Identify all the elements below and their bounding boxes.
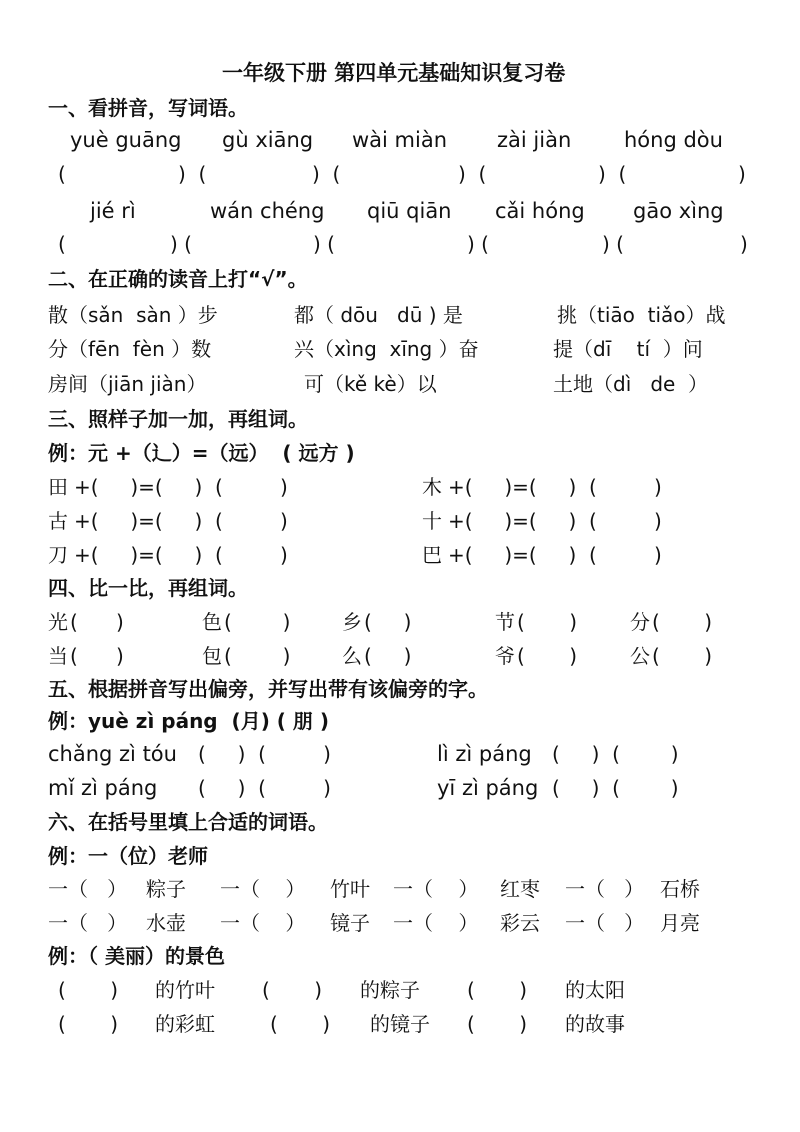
- answer-blank[interactable]: 一（ ）: [220, 911, 306, 935]
- pronunciation-item[interactable]: 都（ dōu dū ) 是: [294, 303, 463, 327]
- addition-blanks[interactable]: +( )=( ) ( ): [74, 509, 288, 533]
- pronunciation-item[interactable]: 兴（xìng xīng ）奋: [294, 337, 479, 361]
- pronunciation-item[interactable]: 土地（dì de ）: [553, 372, 709, 396]
- answer-blank[interactable]: ( ): [517, 644, 578, 668]
- char-item: 田: [48, 475, 68, 499]
- answer-blank[interactable]: ( ): [652, 610, 713, 634]
- pinyin-item: wài miàn: [352, 128, 448, 152]
- addition-blanks[interactable]: +( )=( ) ( ): [448, 543, 662, 567]
- char-item: 色: [202, 610, 222, 634]
- pinyin-item: hóng dòu: [624, 128, 723, 152]
- word-item: 石桥: [660, 877, 700, 901]
- char-item: 节: [495, 610, 515, 634]
- answer-blank[interactable]: (: [58, 232, 66, 256]
- addition-blanks[interactable]: +( )=( ) ( ): [74, 543, 288, 567]
- section-5-heading: 五、根据拼音写出偏旁，并写出带有该偏旁的字。: [48, 677, 488, 701]
- char-item: 古: [48, 509, 68, 533]
- example-line: 例：元 +（辶）=（远） ( 远方 ): [48, 441, 355, 465]
- pinyin-item: mǐ zì páng: [48, 776, 158, 800]
- answer-blank[interactable]: (: [58, 162, 66, 186]
- pinyin-item: wán chéng: [210, 199, 325, 223]
- pinyin-item: jié rì: [90, 199, 136, 223]
- char-item: 木: [422, 475, 442, 499]
- pronunciation-item[interactable]: 挑（tiāo tiǎo）战: [557, 303, 726, 327]
- answer-blank[interactable]: ) (: [170, 232, 192, 256]
- section-6-heading: 六、在括号里填上合适的词语。: [48, 810, 328, 834]
- pinyin-item: yī zì páng: [437, 776, 539, 800]
- answer-blank[interactable]: ) (: [312, 162, 341, 186]
- section-1-heading: 一、看拼音，写词语。: [48, 96, 248, 120]
- char-item: 么: [342, 644, 362, 668]
- word-item: 的竹叶: [155, 978, 215, 1002]
- answer-blank[interactable]: ( ): [224, 644, 291, 668]
- answer-blank[interactable]: ) (: [313, 232, 335, 256]
- word-item: 的彩虹: [155, 1012, 215, 1036]
- char-item: 当: [48, 644, 68, 668]
- word-item: 竹叶: [330, 877, 370, 901]
- answer-blank[interactable]: ( ): [467, 1012, 528, 1036]
- word-item: 的太阳: [565, 978, 625, 1002]
- answer-blank[interactable]: ) (: [178, 162, 207, 186]
- word-item: 的粽子: [360, 978, 420, 1002]
- pinyin-item: yuè guāng: [70, 128, 182, 152]
- answer-blank[interactable]: 一（ ）: [565, 911, 645, 935]
- section-2-heading: 二、在正确的读音上打“√”。: [48, 267, 308, 291]
- answer-blank[interactable]: 一（ ）: [393, 877, 479, 901]
- pinyin-item: gāo xìng: [633, 199, 724, 223]
- pinyin-item: lì zì páng: [437, 742, 532, 766]
- answer-blank[interactable]: ( ): [270, 1012, 331, 1036]
- word-item: 彩云: [500, 911, 540, 935]
- page-title: 一年级下册 第四单元基础知识复习卷: [222, 61, 566, 85]
- char-item: 公: [630, 644, 650, 668]
- char-item: 乡: [342, 610, 362, 634]
- word-item: 粽子: [146, 877, 186, 901]
- pronunciation-item[interactable]: 提（dī tí ）问: [553, 337, 703, 361]
- pronunciation-item[interactable]: 房间（jiān jiàn）: [48, 372, 207, 396]
- answer-blank[interactable]: 一（ ）: [48, 877, 128, 901]
- addition-blanks[interactable]: +( )=( ) ( ): [448, 509, 662, 533]
- addition-blanks[interactable]: +( )=( ) ( ): [448, 475, 662, 499]
- answer-blank[interactable]: ( ) ( ): [552, 776, 679, 800]
- answer-blank[interactable]: ( ): [262, 978, 323, 1002]
- answer-blank[interactable]: 一（ ）: [393, 911, 479, 935]
- char-item: 刀: [48, 543, 68, 567]
- pronunciation-item[interactable]: 散（sǎn sàn ）步: [48, 303, 218, 327]
- char-item: 分: [630, 610, 650, 634]
- pinyin-item: qiū qiān: [367, 199, 452, 223]
- word-item: 月亮: [660, 911, 700, 935]
- answer-blank[interactable]: ( ): [58, 978, 119, 1002]
- answer-blank[interactable]: ) (: [598, 162, 627, 186]
- char-item: 光: [48, 610, 68, 634]
- answer-blank[interactable]: ( ) ( ): [552, 742, 679, 766]
- example-line: 例：yuè zì páng (月) ( 朋 ): [48, 709, 330, 733]
- answer-blank[interactable]: ( ): [70, 610, 124, 634]
- answer-blank[interactable]: ) (: [458, 162, 487, 186]
- answer-blank[interactable]: ( ): [224, 610, 291, 634]
- answer-blank[interactable]: 一（ ）: [565, 877, 645, 901]
- section-3-heading: 三、照样子加一加，再组词。: [48, 407, 308, 431]
- answer-blank[interactable]: ( ) ( ): [198, 776, 331, 800]
- pinyin-item: gù xiāng: [222, 128, 314, 152]
- answer-blank[interactable]: ( ): [70, 644, 124, 668]
- answer-blank[interactable]: 一（ ）: [220, 877, 306, 901]
- char-item: 包: [202, 644, 222, 668]
- answer-blank[interactable]: ( ): [652, 644, 713, 668]
- pinyin-item: chǎng zì tóu: [48, 742, 177, 766]
- answer-blank[interactable]: ): [740, 232, 748, 256]
- word-item: 红枣: [500, 877, 540, 901]
- pronunciation-item[interactable]: 分（fēn fèn ）数: [48, 337, 212, 361]
- section-4-heading: 四、比一比，再组词。: [48, 576, 248, 600]
- answer-blank[interactable]: ) (: [602, 232, 624, 256]
- answer-blank[interactable]: 一（ ）: [48, 911, 128, 935]
- word-item: 的镜子: [370, 1012, 430, 1036]
- answer-blank[interactable]: ( ): [364, 610, 412, 634]
- pinyin-item: zài jiàn: [497, 128, 572, 152]
- addition-blanks[interactable]: +( )=( ) ( ): [74, 475, 288, 499]
- char-item: 巴: [422, 543, 442, 567]
- answer-blank[interactable]: ( ): [364, 644, 412, 668]
- example-line: 例：（ 美丽）的景色: [48, 944, 225, 968]
- answer-blank[interactable]: ( ) ( ): [198, 742, 331, 766]
- answer-blank[interactable]: ) (: [467, 232, 489, 256]
- answer-blank[interactable]: ( ): [517, 610, 578, 634]
- char-item: 十: [422, 509, 442, 533]
- word-item: 镜子: [330, 911, 370, 935]
- example-line: 例：一（位）老师: [48, 844, 208, 868]
- word-item: 的故事: [565, 1012, 625, 1036]
- answer-blank[interactable]: ): [738, 162, 746, 186]
- char-item: 爷: [495, 644, 515, 668]
- word-item: 水壶: [146, 911, 186, 935]
- answer-blank[interactable]: ( ): [58, 1012, 119, 1036]
- answer-blank[interactable]: ( ): [467, 978, 528, 1002]
- pinyin-item: cǎi hóng: [495, 199, 585, 223]
- pronunciation-item[interactable]: 可（kě kè）以: [304, 372, 437, 396]
